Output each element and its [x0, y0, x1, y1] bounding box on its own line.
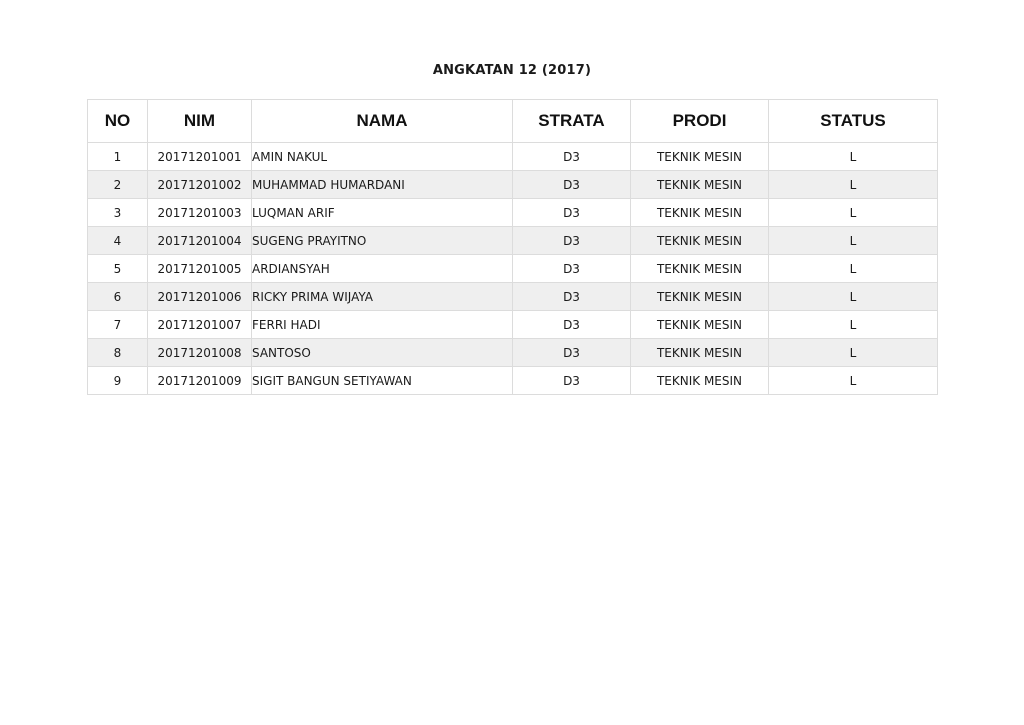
cell-no: 8	[88, 339, 148, 367]
cell-strata: D3	[513, 367, 631, 395]
cell-no: 5	[88, 255, 148, 283]
cell-status: L	[769, 255, 938, 283]
cell-nama: ARDIANSYAH	[252, 255, 513, 283]
cell-status: L	[769, 311, 938, 339]
col-header-status: STATUS	[769, 100, 938, 143]
table-row	[88, 255, 938, 283]
table-row	[88, 283, 938, 311]
cell-no: 1	[88, 143, 148, 171]
cell-status: L	[769, 367, 938, 395]
cell-nama: FERRI HADI	[252, 311, 513, 339]
table-row	[88, 143, 938, 171]
cell-strata: D3	[513, 283, 631, 311]
cell-nama: LUQMAN ARIF	[252, 199, 513, 227]
cell-no: 2	[88, 171, 148, 199]
cell-nim: 20171201004	[148, 227, 252, 255]
cell-nama: SUGENG PRAYITNO	[252, 227, 513, 255]
cell-nim: 20171201008	[148, 339, 252, 367]
cell-nim: 20171201001	[148, 143, 252, 171]
cell-strata: D3	[513, 143, 631, 171]
table-row	[88, 171, 938, 199]
cell-status: L	[769, 227, 938, 255]
cell-nim: 20171201002	[148, 171, 252, 199]
cell-nama: SIGIT BANGUN SETIYAWAN	[252, 367, 513, 395]
cell-strata: D3	[513, 199, 631, 227]
cell-status: L	[769, 171, 938, 199]
cell-no: 3	[88, 199, 148, 227]
cell-strata: D3	[513, 339, 631, 367]
cell-no: 7	[88, 311, 148, 339]
cell-nim: 20171201005	[148, 255, 252, 283]
student-table	[87, 99, 938, 395]
table-row	[88, 311, 938, 339]
cell-nim: 20171201003	[148, 199, 252, 227]
cell-prodi: TEKNIK MESIN	[631, 171, 769, 199]
table-row	[88, 227, 938, 255]
table-row	[88, 367, 938, 395]
cell-status: L	[769, 339, 938, 367]
cell-strata: D3	[513, 311, 631, 339]
cell-nama: SANTOSO	[252, 339, 513, 367]
cell-strata: D3	[513, 255, 631, 283]
page-title: ANGKATAN 12 (2017)	[432, 63, 592, 78]
cell-nim: 20171201006	[148, 283, 252, 311]
cell-nim: 20171201007	[148, 311, 252, 339]
table-body	[88, 143, 938, 395]
cell-no: 9	[88, 367, 148, 395]
cell-prodi: TEKNIK MESIN	[631, 367, 769, 395]
col-header-nama: NAMA	[252, 100, 513, 143]
cell-prodi: TEKNIK MESIN	[631, 143, 769, 171]
col-header-nim: NIM	[148, 100, 252, 143]
table-row	[88, 339, 938, 367]
cell-prodi: TEKNIK MESIN	[631, 199, 769, 227]
table-row	[88, 199, 938, 227]
col-header-no: NO	[88, 100, 148, 143]
cell-nama: RICKY PRIMA WIJAYA	[252, 283, 513, 311]
cell-no: 4	[88, 227, 148, 255]
cell-status: L	[769, 143, 938, 171]
cell-nim: 20171201009	[148, 367, 252, 395]
cell-nama: AMIN NAKUL	[252, 143, 513, 171]
cell-status: L	[769, 283, 938, 311]
cell-prodi: TEKNIK MESIN	[631, 227, 769, 255]
cell-prodi: TEKNIK MESIN	[631, 311, 769, 339]
cell-prodi: TEKNIK MESIN	[631, 339, 769, 367]
col-header-strata: STRATA	[513, 100, 631, 143]
cell-no: 6	[88, 283, 148, 311]
table-header-row	[88, 100, 938, 143]
cell-status: L	[769, 199, 938, 227]
cell-prodi: TEKNIK MESIN	[631, 255, 769, 283]
cell-strata: D3	[513, 227, 631, 255]
cell-strata: D3	[513, 171, 631, 199]
col-header-prodi: PRODI	[631, 100, 769, 143]
cell-nama: MUHAMMAD HUMARDANI	[252, 171, 513, 199]
cell-prodi: TEKNIK MESIN	[631, 283, 769, 311]
